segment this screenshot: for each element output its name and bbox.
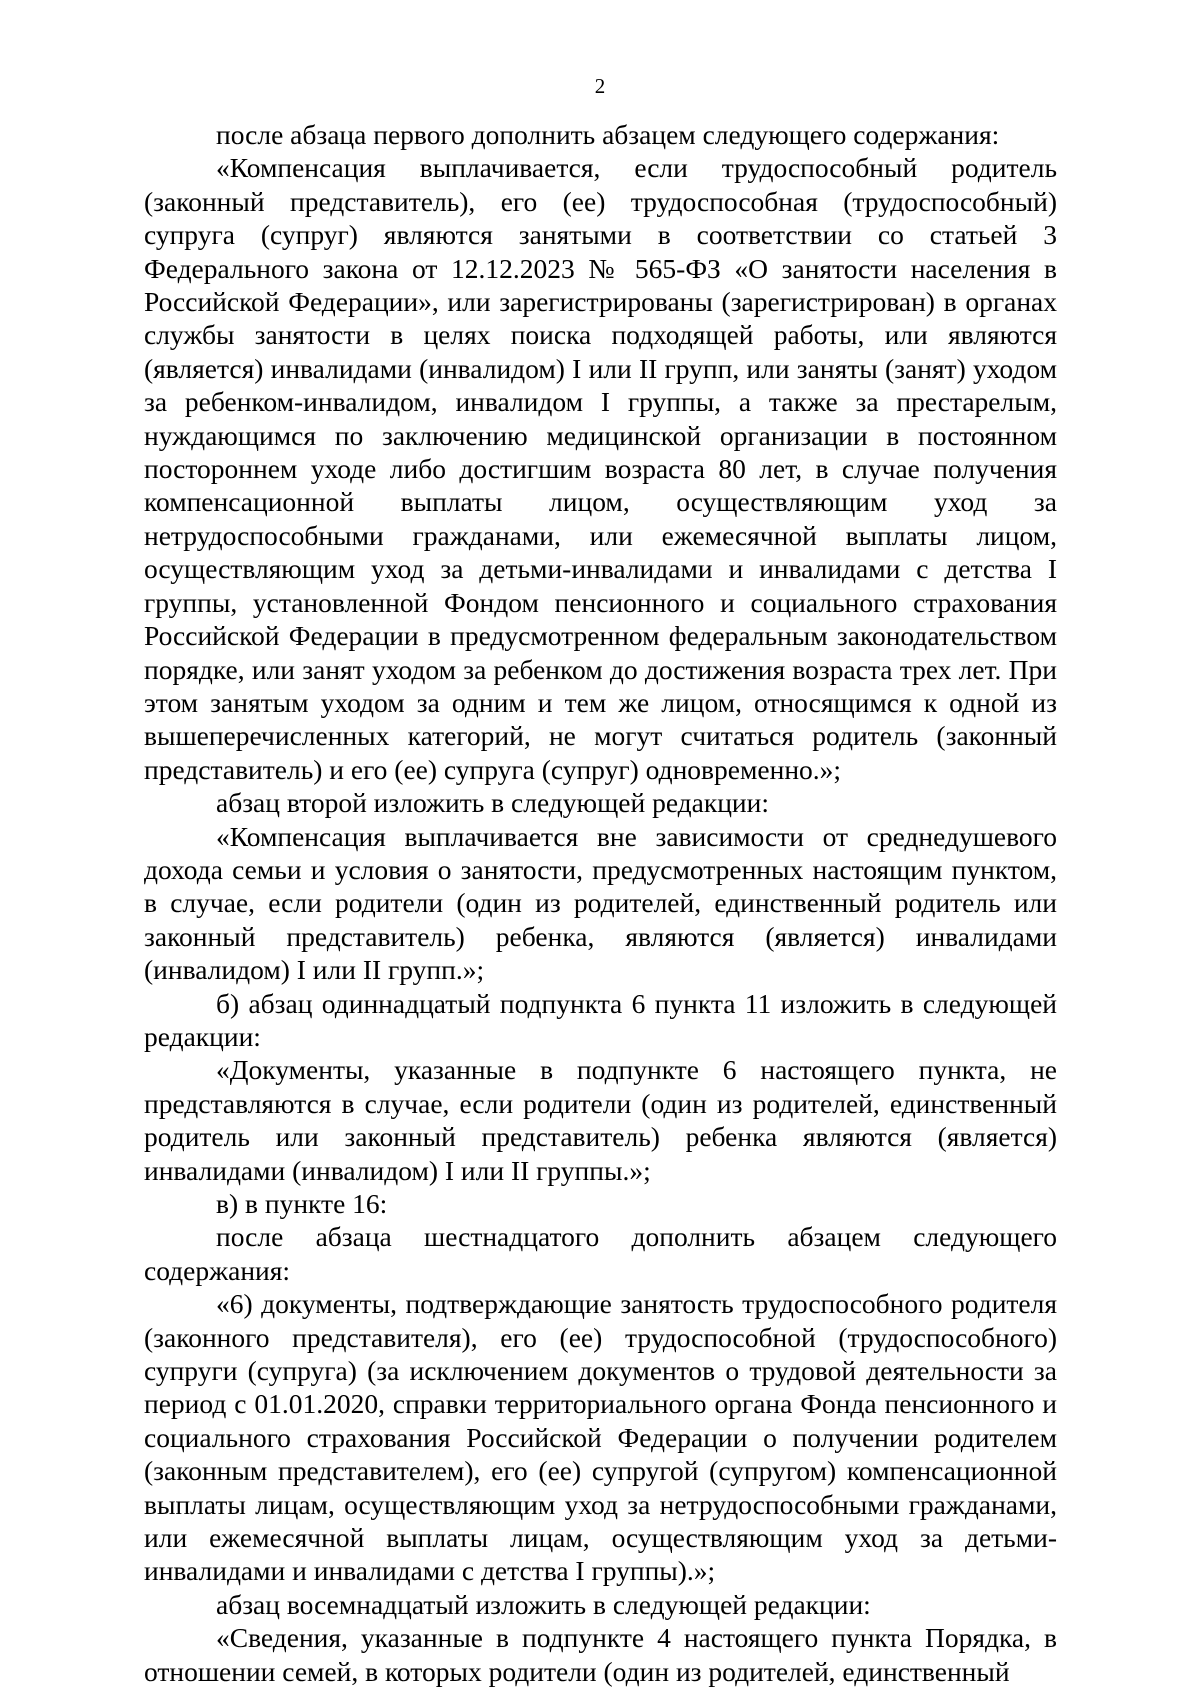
paragraph-employment-documents: «6) документы, подтверждающие занятость трудоспособного родителя (законного представителя), его (ее) трудоспособной (трудоспособного) супруги (супруга) (за исключением документов о трудовой деятельности за период с 01.01.2020, справки территориального органа Фонда пенсионного и социального страхования Российской Федерации о получении родителем (законным представителем), его (ее) супругой (супругом) компенсационной выплаты лицам, осуществляющим уход за нетрудоспособными гражданами, или ежемесячной выплаты лицам, осуществляющим уход за детьми-инвалидами и инвалидами с детства I группы).»; (144, 1288, 1057, 1587)
paragraph-second-new-wording: абзац второй изложить в следующей редакции: (216, 787, 770, 819)
paragraph-eighteenth-new-wording: абзац восемнадцатый изложить в следующей редакции: (216, 1588, 871, 1620)
paragraph-add-after-sixteenth: после абзаца шестнадцатого дополнить абзацем следующего содержания: (144, 1221, 1057, 1286)
page-number: 2 (594, 74, 606, 98)
document-body (144, 118, 1057, 1688)
paragraph-compensation-disability: «Компенсация выплачивается вне зависимости от среднедушевого дохода семьи и условия о занятости, предусмотренных настоящим пунктом, в случае, если родители (один из родителей, единственный родитель или законный представитель) ребенка, являются (является) инвалидами (инвалидом) I или II групп.»; (144, 820, 1057, 986)
paragraph-add-after-first: после абзаца первого дополнить абзацем следующего содержания: (216, 119, 1000, 150)
paragraph-information-families: «Сведения, указанные в подпункте 4 настоящего пункта Порядка, в отношении семей, в которых родители (один из родителей, единственный (144, 1622, 1057, 1687)
paragraph-compensation-employment: «Компенсация выплачивается, если трудоспособный родитель (законный представитель), его (ее) трудоспособная (трудоспособный) супруга (супруг) являются занятыми в соответствии со статьей 3 Федерального закона от 12.12.2023 № 565-ФЗ «О занятости населения в Российской Федерации», или зарегистрированы (зарегистрирован) в органах службы занятости в целях поиска подходящей работы, или являются (является) инвалидами (инвалидом) I или II групп, или заняты (занят) уходом за ребенком-инвалидом, инвалидом I группы, а также за престарелым, нуждающимся по заключению медицинской организации в постоянном постороннем уходе либо достигшим возраста 80 лет, в случае получения компенсационной выплаты лицом, осуществляющим уход за нетрудоспособными гражданами, или ежемесячной выплаты лицом, осуществляющим уход за детьми-инвалидами и инвалидами с детства I группы, установленной Фондом пенсионного и социального страхования Российской Федерации в предусмотренном федеральным законодательством порядке, или занят уходом за ребенком до достижения возраста трех лет. При этом занятым уходом за одним и тем же лицом, относящимся к одной из вышеперечисленных категорий, не могут считаться родитель (законный представитель) и его (ее) супруга (супруг) одновременно.»; (144, 152, 1057, 785)
paragraph-documents-not-submitted: «Документы, указанные в подпункте 6 настоящего пункта, не представляются в случае, если родители (один из родителей, единственный родитель или законный представитель) ребенка являются (является) инвалидами (инвалидом) I или II группы.»; (144, 1054, 1057, 1186)
paragraph-item-b: б) абзац одиннадцатый подпункта 6 пункта 11 изложить в следующей редакции: (144, 987, 1057, 1052)
paragraph-item-v: в) в пункте 16: (216, 1188, 388, 1219)
